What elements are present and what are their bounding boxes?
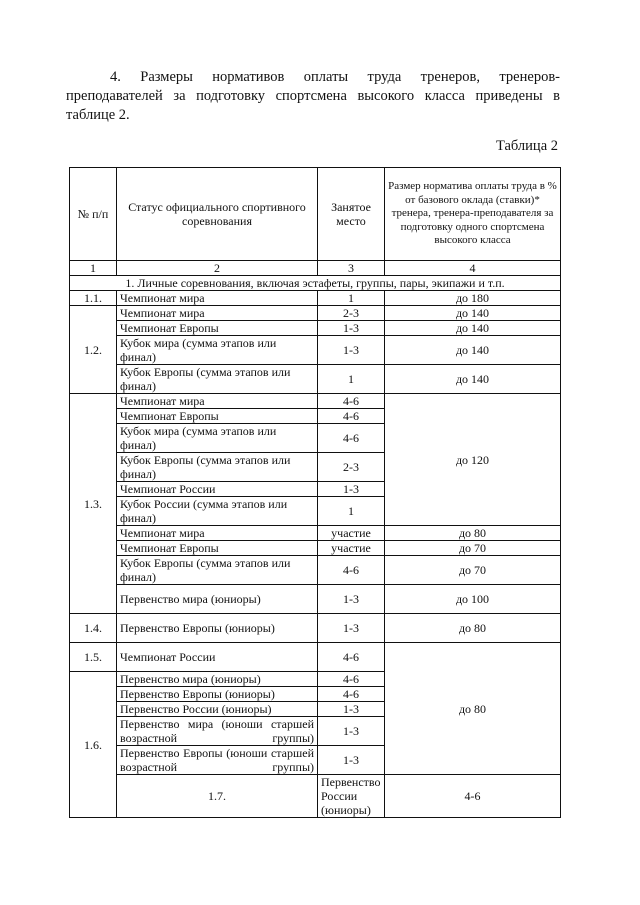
- col-number: 1: [70, 261, 117, 276]
- row-place: 1-3: [318, 482, 385, 497]
- row-place: 1-3: [318, 585, 385, 614]
- row-place: 4-6: [318, 424, 385, 453]
- col-number: 2: [117, 261, 318, 276]
- row-status: Первенство России (юниоры): [117, 702, 318, 717]
- row-size: до 70: [385, 541, 561, 556]
- row-status: Кубок мира (сумма этапов или финал): [117, 424, 318, 453]
- row-num: 1.7.: [117, 775, 318, 818]
- row-num: 1.2.: [70, 306, 117, 394]
- row-place: 1-3: [318, 336, 385, 365]
- row-place: 1: [318, 497, 385, 526]
- row-place: 4-6: [385, 775, 561, 818]
- table-row: [70, 526, 561, 541]
- row-place: 1-3: [318, 614, 385, 643]
- row-place: 4-6: [318, 409, 385, 424]
- row-status: Первенство мира (юноши старшей возрастной группы): [117, 717, 318, 746]
- row-place: 1-3: [318, 746, 385, 775]
- table-row: [70, 614, 561, 643]
- table-row: [70, 541, 561, 556]
- row-place: 1: [318, 291, 385, 306]
- row-size: до 140: [385, 321, 561, 336]
- row-size: до 140: [385, 365, 561, 394]
- row-status: Кубок мира (сумма этапов или финал): [117, 336, 318, 365]
- row-status: Первенство мира (юниоры): [117, 585, 318, 614]
- table-row: [70, 394, 561, 409]
- row-size: до 100: [385, 585, 561, 614]
- row-place: участие: [318, 526, 385, 541]
- row-status: Кубок России (сумма этапов или финал): [117, 497, 318, 526]
- row-place: 4-6: [318, 394, 385, 409]
- col-number: 3: [318, 261, 385, 276]
- norms-table: [69, 167, 561, 818]
- table-row: [70, 585, 561, 614]
- intro-paragraph: 4. Размеры нормативов оплаты труда тренеров, тренеров-преподавателей за подготовку спортсмена высокого класса приведены в таблице 2.: [66, 69, 560, 123]
- row-place: 4-6: [318, 556, 385, 585]
- row-size: до 120: [385, 394, 561, 526]
- row-place: 2-3: [318, 306, 385, 321]
- table-row: [70, 556, 561, 585]
- col-number: 4: [385, 261, 561, 276]
- row-size: до 140: [385, 336, 561, 365]
- table-row: [70, 321, 561, 336]
- row-place: 2-3: [318, 453, 385, 482]
- table-row: [70, 306, 561, 321]
- row-place: 4-6: [318, 687, 385, 702]
- row-status: Чемпионат России: [117, 643, 318, 672]
- row-num: 1.5.: [70, 643, 117, 672]
- row-num: 1.3.: [70, 394, 117, 614]
- row-size: до 80: [385, 614, 561, 643]
- row-size: до 140: [385, 306, 561, 321]
- row-status: Чемпионат мира: [117, 306, 318, 321]
- row-status: Чемпионат Европы: [117, 541, 318, 556]
- row-place: 4-6: [318, 643, 385, 672]
- row-size: до 70: [385, 556, 561, 585]
- row-status: Кубок Европы (сумма этапов или финал): [117, 556, 318, 585]
- header-size: Размер норматива оплаты труда в % от базового оклада (ставки)* тренера, тренера-преподавателя за подготовку одного спортсмена высокого класса: [385, 168, 561, 261]
- row-status: Чемпионат мира: [117, 291, 318, 306]
- table-row: [70, 291, 561, 306]
- row-status: Чемпионат мира: [117, 394, 318, 409]
- column-numbers-row: [70, 261, 561, 276]
- row-status: Чемпионат Европы: [117, 409, 318, 424]
- row-status: Первенство Европы (юниоры): [117, 687, 318, 702]
- row-place: 4-6: [318, 672, 385, 687]
- table-row: [70, 775, 561, 818]
- table-header-row: [70, 168, 561, 261]
- section-row: [70, 276, 561, 291]
- row-status: Первенство мира (юниоры): [117, 672, 318, 687]
- row-size: до 80: [385, 643, 561, 775]
- row-place: 1-3: [318, 702, 385, 717]
- row-size: до 80: [385, 526, 561, 541]
- header-place: Занятое место: [318, 168, 385, 261]
- row-status: Чемпионат мира: [117, 526, 318, 541]
- row-status: Кубок Европы (сумма этапов или финал): [117, 365, 318, 394]
- row-place: 1-3: [318, 717, 385, 746]
- header-num: № п/п: [70, 168, 117, 261]
- row-place: участие: [318, 541, 385, 556]
- row-status: Первенство Европы (юноши старшей возрастной группы): [117, 746, 318, 775]
- table-row: [70, 336, 561, 365]
- row-status: Первенство России (юниоры): [318, 775, 385, 818]
- row-place: 1-3: [318, 321, 385, 336]
- table-row: [70, 365, 561, 394]
- row-status: Кубок Европы (сумма этапов или финал): [117, 453, 318, 482]
- row-status: Чемпионат Европы: [117, 321, 318, 336]
- row-num: 1.4.: [70, 614, 117, 643]
- header-status: Статус официального спортивного соревнования: [117, 168, 318, 261]
- row-num: 1.6.: [70, 672, 117, 818]
- row-status: Первенство Европы (юниоры): [117, 614, 318, 643]
- row-place: 1: [318, 365, 385, 394]
- row-status: Чемпионат России: [117, 482, 318, 497]
- section-title: 1. Личные соревнования, включая эстафеты, группы, пары, экипажи и т.п.: [70, 276, 561, 291]
- table-caption: Таблица 2: [495, 138, 558, 154]
- table-row: [70, 643, 561, 672]
- row-size: до 180: [385, 291, 561, 306]
- row-num: 1.1.: [70, 291, 117, 306]
